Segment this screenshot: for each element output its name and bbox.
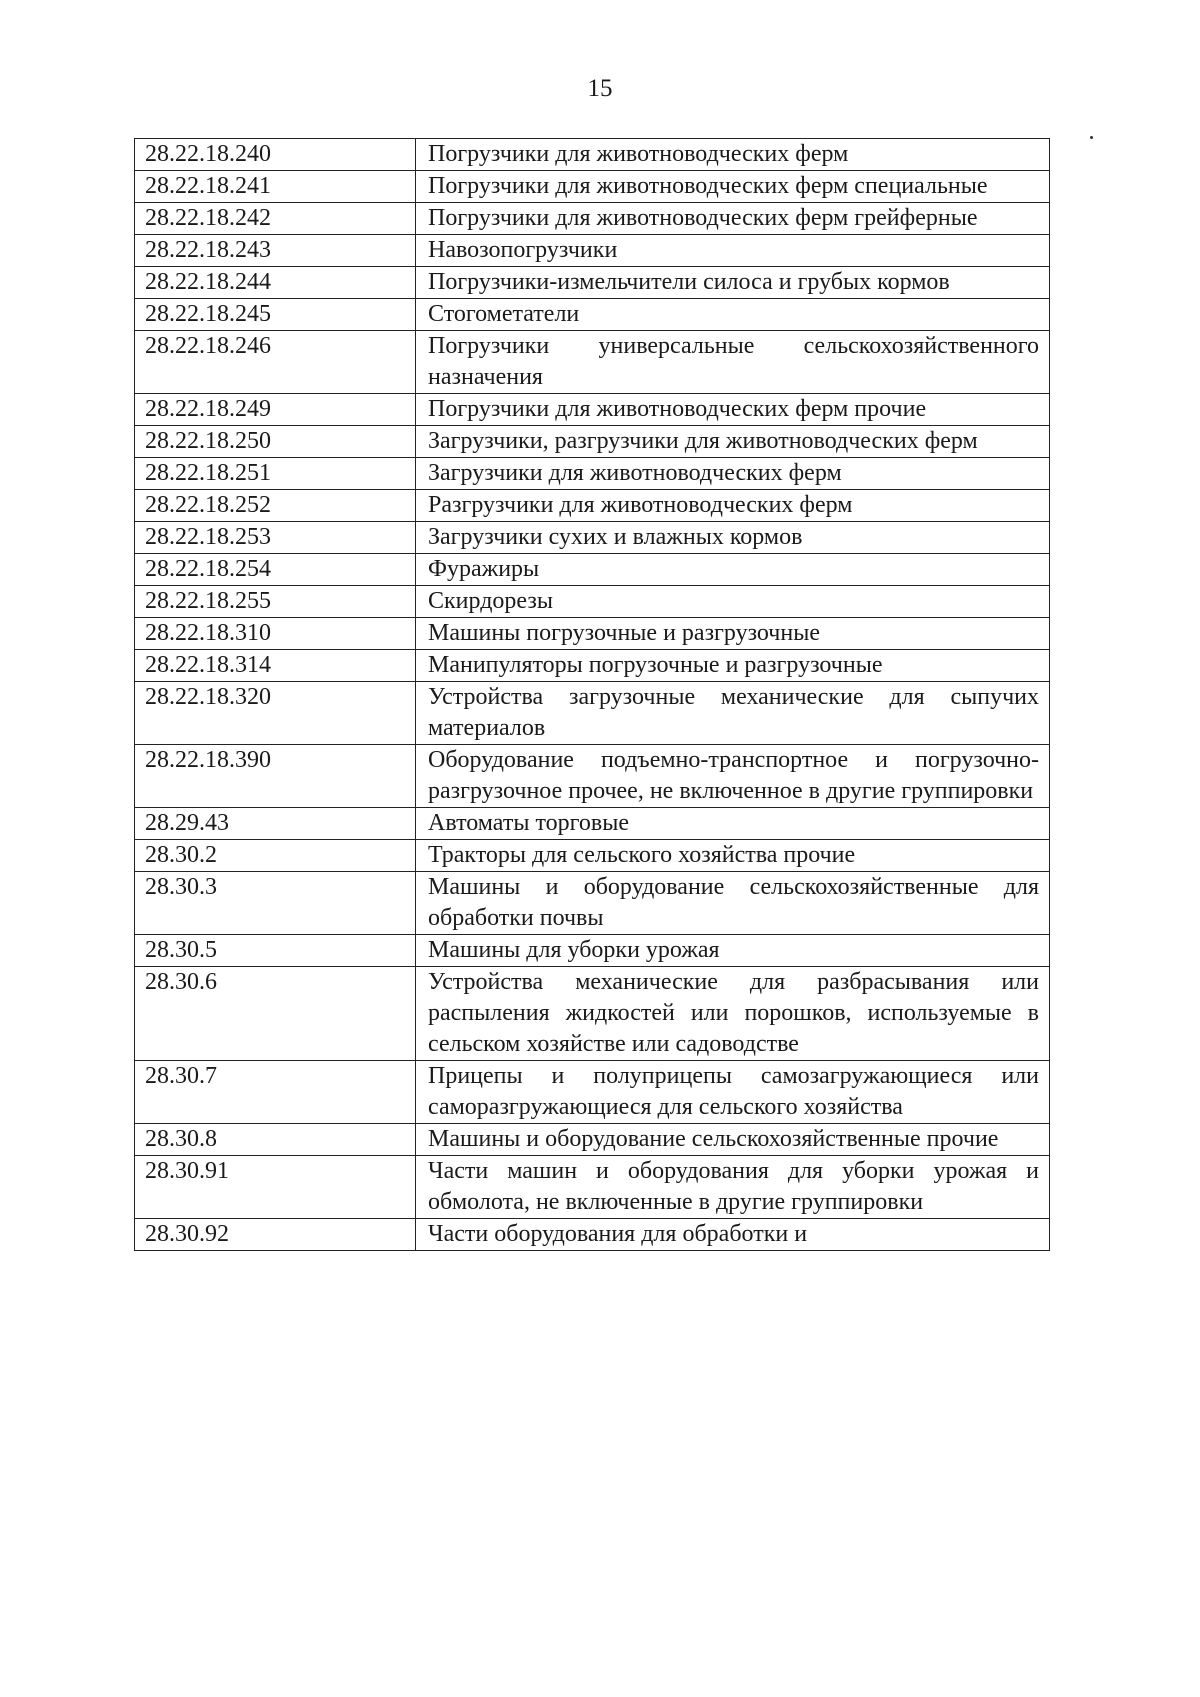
code-cell: 28.22.18.240 bbox=[135, 139, 416, 171]
code-cell: 28.30.6 bbox=[135, 967, 416, 1061]
name-cell: Погрузчики универсальные сельскохозяйственного назначения bbox=[416, 331, 1050, 394]
table-row bbox=[135, 299, 1050, 331]
name-cell: Манипуляторы погрузочные и разгрузочные bbox=[416, 650, 1050, 682]
name-cell: Погрузчики-измельчители силоса и грубых кормов bbox=[416, 267, 1050, 299]
table-row bbox=[135, 840, 1050, 872]
code-cell: 28.22.18.246 bbox=[135, 331, 416, 394]
code-cell: 28.22.18.249 bbox=[135, 394, 416, 426]
code-cell: 28.30.8 bbox=[135, 1124, 416, 1156]
code-cell: 28.22.18.250 bbox=[135, 426, 416, 458]
name-cell: Загрузчики для животноводческих ферм bbox=[416, 458, 1050, 490]
code-cell: 28.22.18.245 bbox=[135, 299, 416, 331]
table-row bbox=[135, 1124, 1050, 1156]
name-cell: Погрузчики для животноводческих ферм bbox=[416, 139, 1050, 171]
code-cell: 28.30.92 bbox=[135, 1219, 416, 1251]
name-cell: Загрузчики сухих и влажных кормов bbox=[416, 522, 1050, 554]
code-cell: 28.30.7 bbox=[135, 1061, 416, 1124]
table-row bbox=[135, 394, 1050, 426]
name-cell: Скирдорезы bbox=[416, 586, 1050, 618]
code-cell: 28.30.3 bbox=[135, 872, 416, 935]
classification-table bbox=[134, 138, 1050, 1251]
code-cell: 28.22.18.255 bbox=[135, 586, 416, 618]
table-row bbox=[135, 745, 1050, 808]
name-cell: Разгрузчики для животноводческих ферм bbox=[416, 490, 1050, 522]
name-cell: Машины погрузочные и разгрузочные bbox=[416, 618, 1050, 650]
table-row bbox=[135, 522, 1050, 554]
table-row bbox=[135, 808, 1050, 840]
name-cell: Части оборудования для обработки и bbox=[416, 1219, 1050, 1251]
table-row bbox=[135, 650, 1050, 682]
code-cell: 28.30.5 bbox=[135, 935, 416, 967]
code-cell: 28.22.18.314 bbox=[135, 650, 416, 682]
table-row bbox=[135, 586, 1050, 618]
code-cell: 28.22.18.251 bbox=[135, 458, 416, 490]
code-cell: 28.22.18.242 bbox=[135, 203, 416, 235]
name-cell: Фуражиры bbox=[416, 554, 1050, 586]
table-row bbox=[135, 554, 1050, 586]
code-cell: 28.30.91 bbox=[135, 1156, 416, 1219]
code-cell: 28.30.2 bbox=[135, 840, 416, 872]
name-cell: Стогометатели bbox=[416, 299, 1050, 331]
table-row bbox=[135, 426, 1050, 458]
code-cell: 28.22.18.253 bbox=[135, 522, 416, 554]
name-cell: Машины для уборки урожая bbox=[416, 935, 1050, 967]
code-cell: 28.22.18.244 bbox=[135, 267, 416, 299]
name-cell: Загрузчики, разгрузчики для животноводческих ферм bbox=[416, 426, 1050, 458]
table-row bbox=[135, 872, 1050, 935]
table-row bbox=[135, 1219, 1050, 1251]
table-row bbox=[135, 490, 1050, 522]
name-cell: Устройства загрузочные механические для сыпучих материалов bbox=[416, 682, 1050, 745]
name-cell: Навозопогрузчики bbox=[416, 235, 1050, 267]
name-cell: Оборудование подъемно-транспортное и погрузочно-разгрузочное прочее, не включенное в другие группировки bbox=[416, 745, 1050, 808]
table-row bbox=[135, 267, 1050, 299]
name-cell: Прицепы и полуприцепы самозагружающиеся или саморазгружающиеся для сельского хозяйства bbox=[416, 1061, 1050, 1124]
name-cell: Погрузчики для животноводческих ферм грейферные bbox=[416, 203, 1050, 235]
code-cell: 28.22.18.390 bbox=[135, 745, 416, 808]
name-cell: Погрузчики для животноводческих ферм прочие bbox=[416, 394, 1050, 426]
table-row bbox=[135, 1156, 1050, 1219]
table-row bbox=[135, 139, 1050, 171]
code-cell: 28.22.18.241 bbox=[135, 171, 416, 203]
table-row bbox=[135, 331, 1050, 394]
name-cell: Автоматы торговые bbox=[416, 808, 1050, 840]
scan-speck bbox=[1090, 136, 1093, 139]
name-cell: Части машин и оборудования для уборки урожая и обмолота, не включенные в другие группировки bbox=[416, 1156, 1050, 1219]
table-row bbox=[135, 171, 1050, 203]
name-cell: Машины и оборудование сельскохозяйственные прочие bbox=[416, 1124, 1050, 1156]
code-cell: 28.22.18.254 bbox=[135, 554, 416, 586]
table-row bbox=[135, 967, 1050, 1061]
table-row bbox=[135, 682, 1050, 745]
table-row bbox=[135, 203, 1050, 235]
code-cell: 28.22.18.320 bbox=[135, 682, 416, 745]
code-cell: 28.22.18.243 bbox=[135, 235, 416, 267]
code-cell: 28.22.18.310 bbox=[135, 618, 416, 650]
table-row bbox=[135, 458, 1050, 490]
name-cell: Устройства механические для разбрасывания или распыления жидкостей или порошков, используемые в сельском хозяйстве или садоводстве bbox=[416, 967, 1050, 1061]
name-cell: Погрузчики для животноводческих ферм специальные bbox=[416, 171, 1050, 203]
table-row bbox=[135, 935, 1050, 967]
table-body bbox=[135, 139, 1050, 1251]
code-cell: 28.22.18.252 bbox=[135, 490, 416, 522]
name-cell: Машины и оборудование сельскохозяйственные для обработки почвы bbox=[416, 872, 1050, 935]
code-cell: 28.29.43 bbox=[135, 808, 416, 840]
page-number: 15 bbox=[587, 75, 613, 102]
table-row bbox=[135, 618, 1050, 650]
table-row bbox=[135, 235, 1050, 267]
table-row bbox=[135, 1061, 1050, 1124]
name-cell: Тракторы для сельского хозяйства прочие bbox=[416, 840, 1050, 872]
